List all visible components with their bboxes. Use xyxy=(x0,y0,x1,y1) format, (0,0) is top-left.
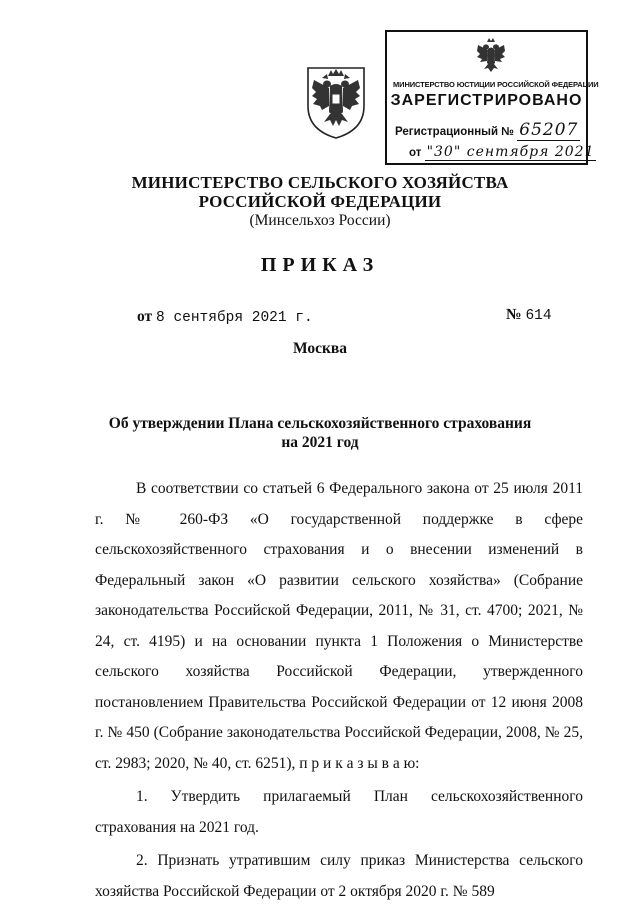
coat-of-arms-emblem xyxy=(300,62,372,140)
stamp-reg-number: 65207 xyxy=(519,120,579,140)
order-subject-line1: Об утверждении Плана сельскохозяйственного страхования xyxy=(108,415,532,432)
order-date xyxy=(137,308,313,326)
stamp-emblem-icon xyxy=(473,36,509,74)
order-number-value: 614 xyxy=(525,308,552,324)
stamp-reg-label: Регистрационный № xyxy=(395,126,515,138)
stamp-date-handwritten: "30" сентября 2021 xyxy=(426,144,595,160)
ministry-name-line1: МИНИСТЕРСТВО СЕЛЬСКОГО ХОЗЯЙСТВА xyxy=(131,173,509,192)
stamp-date-line xyxy=(409,144,596,160)
order-body xyxy=(95,474,583,907)
stamp-registration-line xyxy=(395,120,580,140)
order-subject-line2: на 2021 год xyxy=(281,434,359,451)
body-paragraph-item-2: 2. Признать утратившим силу приказ Министерства сельского хозяйства Российской Федерации от 2 октября 2020 г. № 589 xyxy=(95,852,583,900)
order-number xyxy=(506,306,552,324)
order-date-prefix: от xyxy=(137,308,153,325)
ministry-short-name: (Минсельхоз России) xyxy=(249,212,391,229)
body-paragraph-preamble: В соответствии со статьей 6 Федерального закона от 25 июля 2011 г. № 260-ФЗ «О государственной поддержке в сфере сельскохозяйственного страхования и о внесении изменений в Федеральный закон «О развитии сельского хозяйства» (Собрание законодательства Российской Федерации, 2011, № 31, ст. 4700; 2021, № 24, ст. 4195) и на основании пункта 1 Положения о Министерстве сельского хозяйства Российской Федерации, утвержденного постановлением Правительства Российской Федерации от 12 июня 2008 г. № 450 (Собрание законодательства Российской Федерации, 2008, № 25, ст. 2983; 2020, № 40, ст. 6251), п р и к а з ы в а ю: xyxy=(95,480,583,772)
stamp-ministry-text: МИНИСТЕРСТВО ЮСТИЦИИ РОССИЙСКОЙ ФЕДЕРАЦИИ xyxy=(393,80,599,89)
body-paragraph-item-1: 1. Утвердить прилагаемый План сельскохозяйственного страхования на 2021 год. xyxy=(95,788,583,836)
stamp-registered-text: ЗАРЕГИСТРИРОВАНО xyxy=(390,92,583,109)
registration-stamp xyxy=(385,30,599,165)
ministry-name-line2: РОССИЙСКОЙ ФЕДЕРАЦИИ xyxy=(198,192,442,211)
order-city: Москва xyxy=(292,340,348,357)
order-title: ПРИКАЗ xyxy=(260,254,380,276)
order-date-value: 8 сентября 2021 г. xyxy=(156,310,313,326)
order-number-label: № xyxy=(506,306,522,323)
stamp-date-prefix: от xyxy=(409,147,422,159)
